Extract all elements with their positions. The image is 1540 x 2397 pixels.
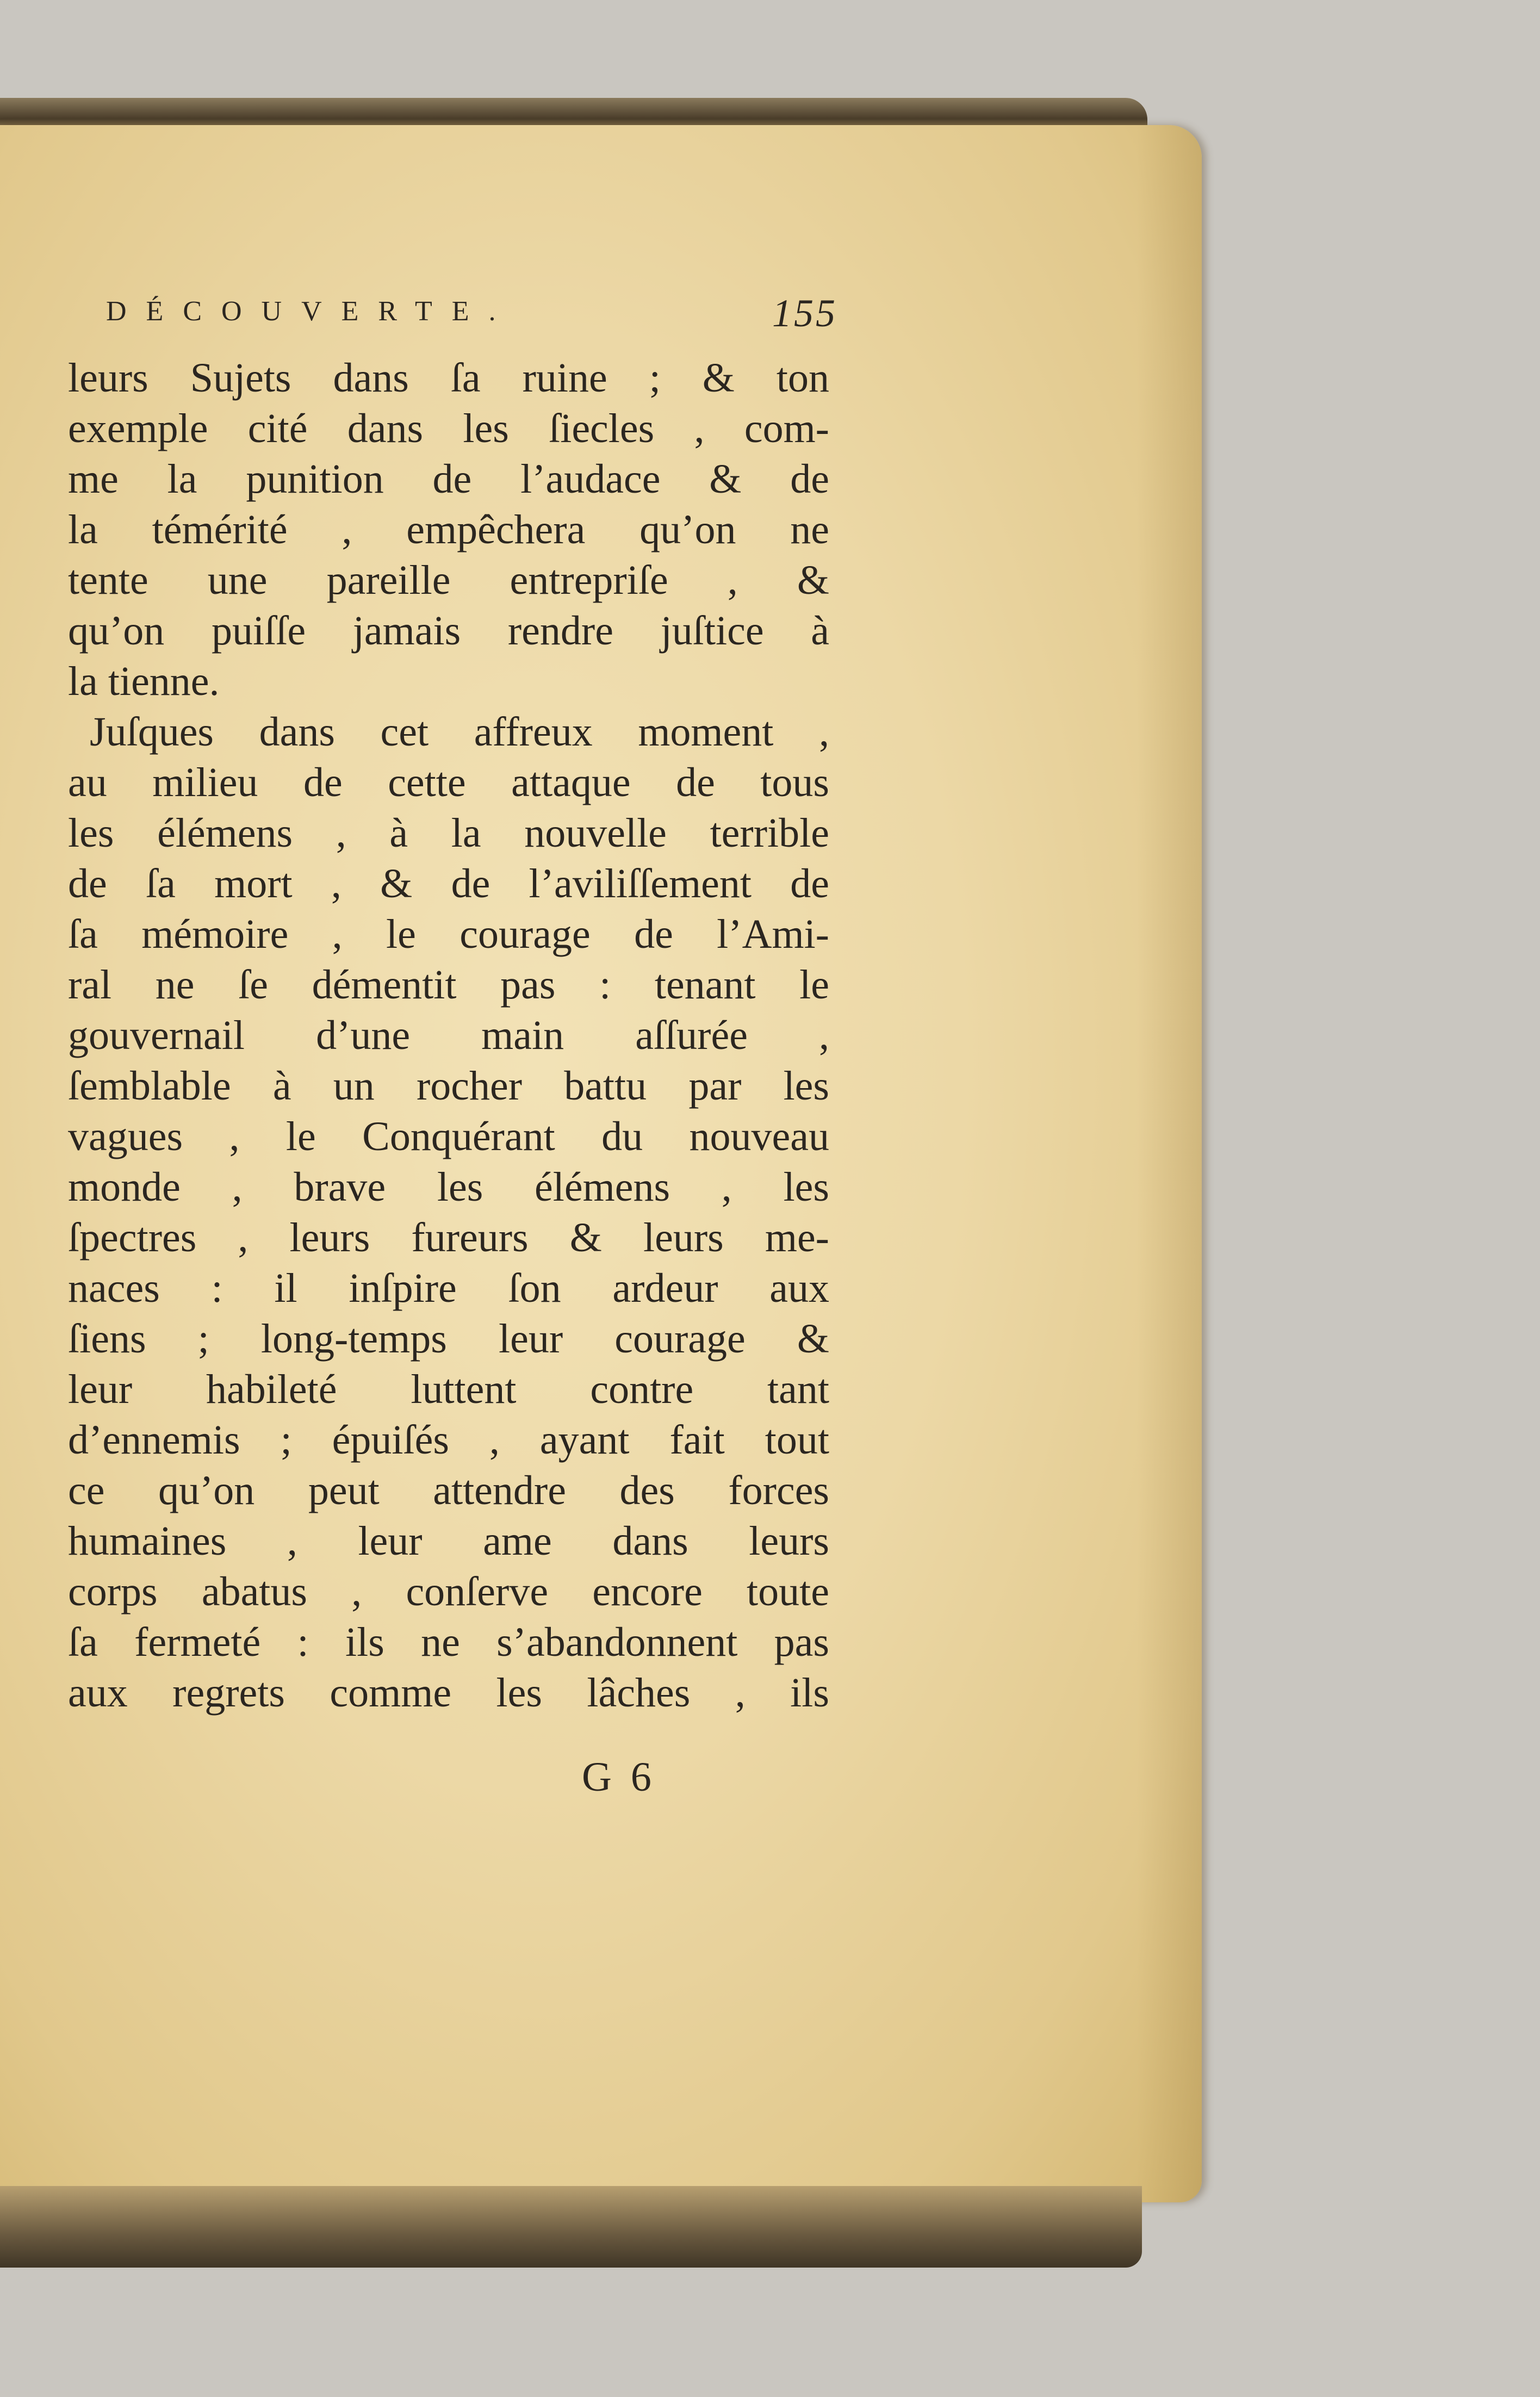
text-line: ſiens ; long-temps leur courage & xyxy=(68,1316,829,1362)
text-line: les élémens , à la nouvelle terrible xyxy=(68,810,829,856)
text-line: ſa mémoire , le courage de l’Ami- xyxy=(68,911,829,957)
text-line: naces : il inſpire ſon ardeur aux xyxy=(68,1265,829,1311)
text-line: Juſques dans cet affreux moment , xyxy=(90,709,829,755)
running-title: DÉCOUVERTE. xyxy=(106,296,516,327)
text-line: humaines , leur ame dans leurs xyxy=(68,1518,829,1564)
text-line: tente une pareille entrepriſe , & xyxy=(68,557,829,603)
text-line: la tienne. xyxy=(68,659,220,704)
text-line: leurs Sujets dans ſa ruine ; & ton xyxy=(68,355,829,401)
text-line: me la punition de l’audace & de xyxy=(68,456,829,502)
text-line: exemple cité dans les ſiecles , com- xyxy=(68,406,829,451)
page-bottom-edge xyxy=(0,2186,1142,2268)
text-line: ſemblable à un rocher battu par les xyxy=(68,1063,829,1109)
signature-mark: G 6 xyxy=(582,1754,656,1800)
text-line: corps abatus , conſerve encore toute xyxy=(68,1569,829,1614)
text-line: leur habileté luttent contre tant xyxy=(68,1367,829,1412)
text-line: gouvernail d’une main aſſurée , xyxy=(68,1013,829,1058)
page-number: 155 xyxy=(772,291,837,335)
text-line: de ſa mort , & de l’aviliſſement de xyxy=(68,861,829,906)
text-line: ce qu’on peut attendre des forces xyxy=(68,1468,829,1513)
text-line: qu’on puiſſe jamais rendre juſtice à xyxy=(68,608,829,654)
text-line: au milieu de cette attaque de tous xyxy=(68,760,829,805)
text-line: ſa fermeté : ils ne s’abandonnent pas xyxy=(68,1619,829,1665)
text-line: d’ennemis ; épuiſés , ayant fait tout xyxy=(68,1417,829,1463)
text-line: monde , brave les élémens , les xyxy=(68,1164,829,1210)
text-line: ral ne ſe démentit pas : tenant le xyxy=(68,962,829,1008)
running-head xyxy=(106,291,837,335)
text-line: vagues , le Conquérant du nouveau xyxy=(68,1114,829,1159)
text-line: la témérité , empêchera qu’on ne xyxy=(68,507,829,552)
text-line: ſpectres , leurs fureurs & leurs me- xyxy=(68,1215,829,1260)
text-line: aux regrets comme les lâches , ils xyxy=(68,1670,829,1716)
